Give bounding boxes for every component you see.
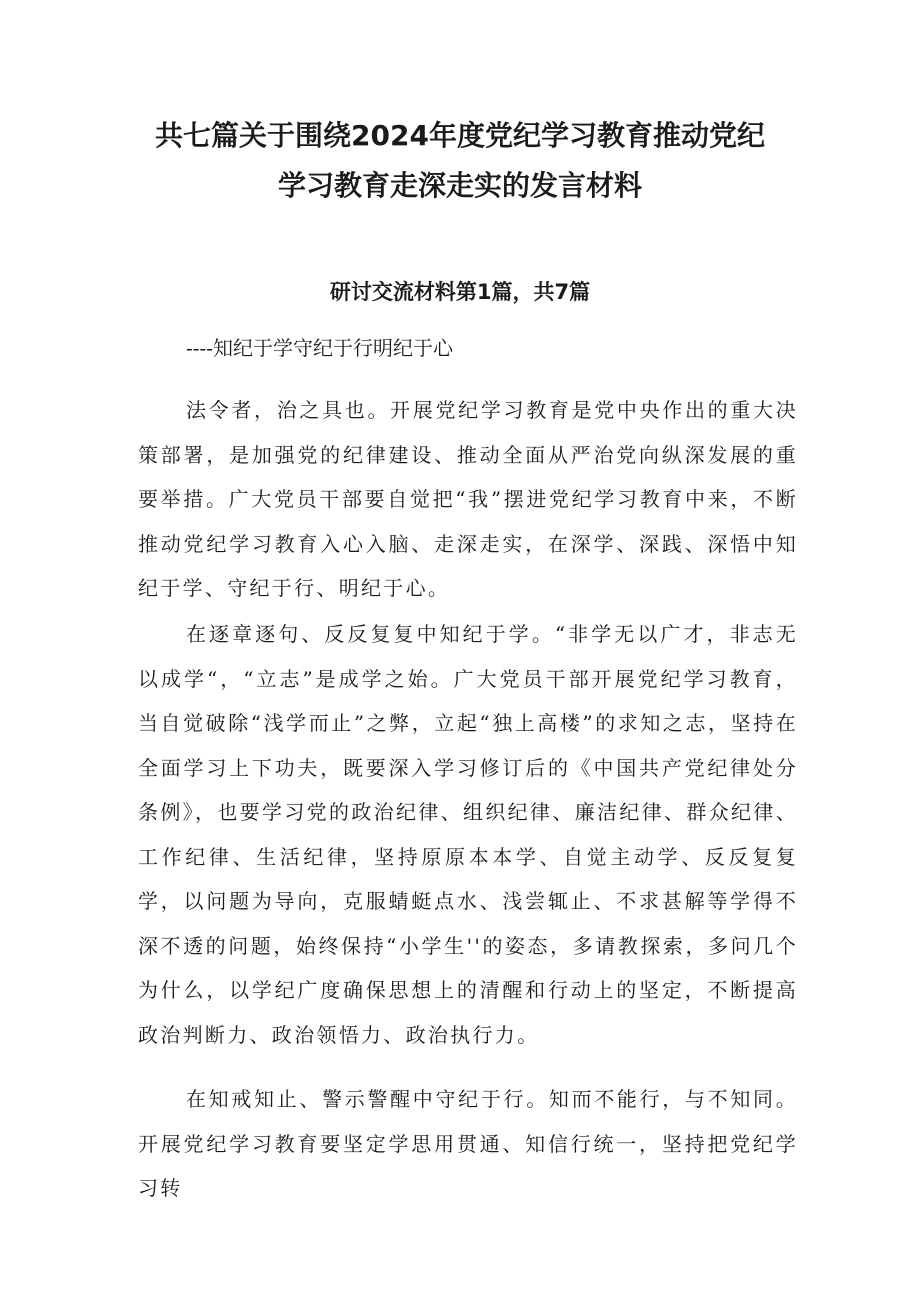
section-subheading: ----知纪于学守纪于行明纪于心	[186, 336, 454, 360]
paragraph-text: 法令者，治之具也。开展党纪学习教育是党中央作出的重大决策部署，是加强党的纪律建设、推动全面从严治党向纵深发展的重要举措。广大党员干部要自觉把“我”摆进党纪学习教育中来，不断推动党纪学习教育入心入脑、走深走实，在深学、深践、深悟中知纪于学、守纪于行、明纪于心。	[138, 398, 798, 600]
section-heading: 研讨交流材料第1篇，共7篇	[329, 280, 591, 304]
document-title-line-2: 学习教育走深走实的发言材料	[277, 169, 642, 202]
paragraph-text: 在逐章逐句、反反复复中知纪于学。“非学无以广才，非志无以成学“，“立志”是成学之始。广大党员干部开展党纪学习教育，当自觉破除“浅学而止”之弊，立起“独上高楼”的求知之志，坚持在全面学习上下功夫，既要深入学习修订后的《中国共产党纪律处分条例》，也要学习党的政治纪律、组织纪律、廉洁纪律、群众纪律、工作纪律、生活纪律，坚持原原本本学、自觉主动学、反反复复学，以问题为导向，克服蜻蜓点水、浅尝辄止、不求甚解等学得不深不透的问题，始终保持“小学生''的姿态，多请教探索，多问几个为什么，以学纪广度确保思想上的清醒和行动上的坚定，不断提高政治判断力、政治领悟力、政治执行力。	[138, 622, 798, 1047]
document-title-line-1: 共七篇关于围绕2024年度党纪学习教育推动党纪	[155, 119, 765, 152]
paragraph-text: 在知戒知止、警示警醒中守纪于行。知而不能行，与不知同。开展党纪学习教育要坚定学思用贯通、知信行统一，坚持把党纪学习转	[138, 1087, 798, 1200]
paragraph-3	[138, 1077, 798, 1211]
paragraph-2	[138, 612, 798, 1057]
paragraph-1	[138, 388, 798, 611]
